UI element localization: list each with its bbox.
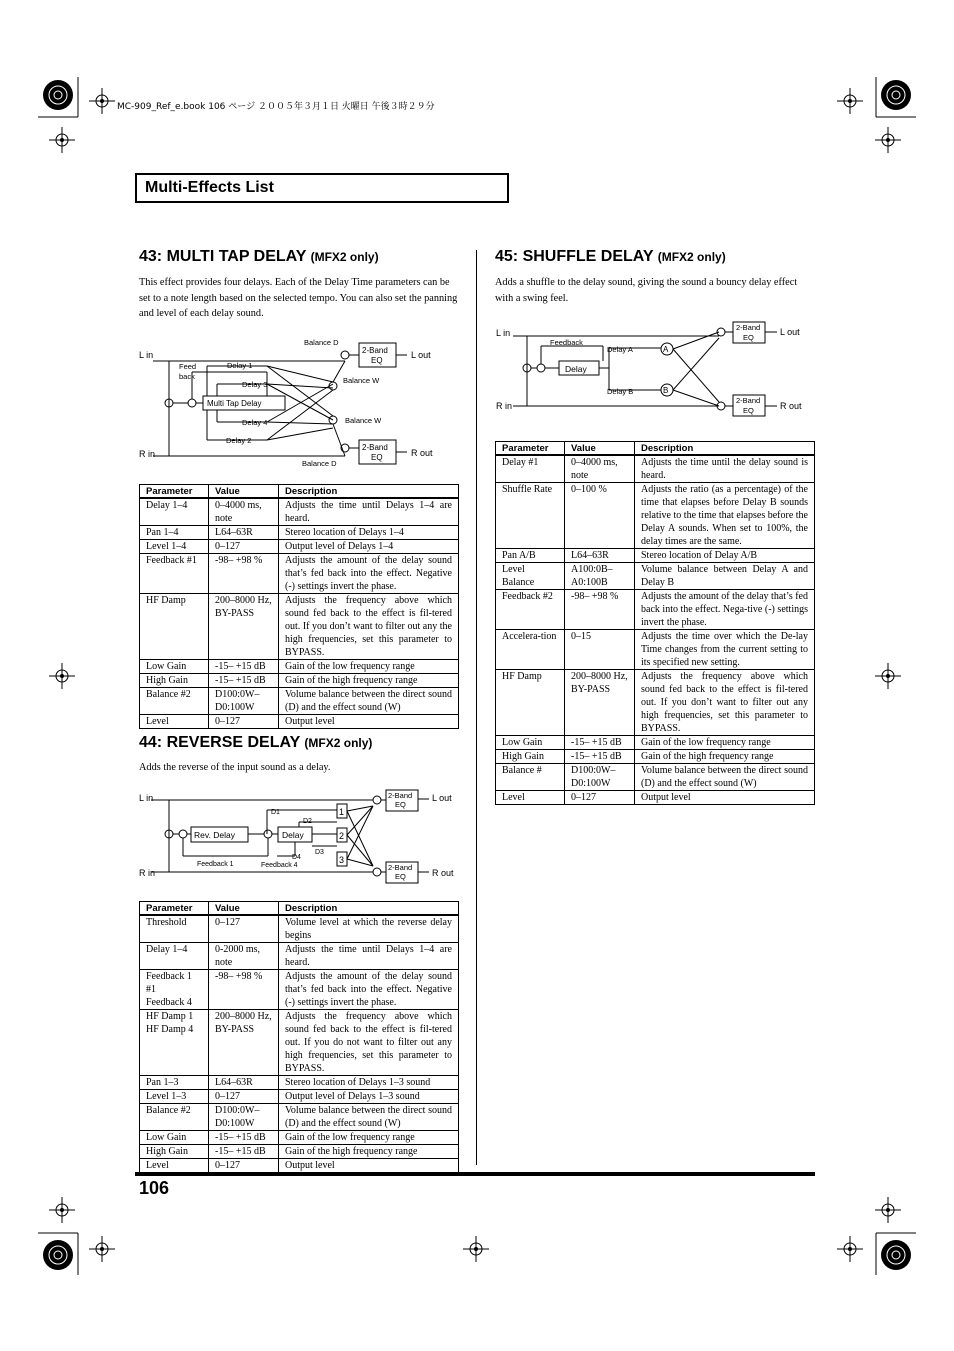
- table-row: Level 1–4 0–127 Output level of Delays 1–4: [140, 540, 459, 554]
- svg-text:D3: D3: [315, 849, 324, 856]
- svg-text:B: B: [663, 386, 669, 395]
- svg-text:EQ: EQ: [371, 453, 383, 462]
- svg-text:back: back: [179, 372, 195, 381]
- table-row: HF Damp 1 HF Damp 4 200–8000 Hz, BY-PASS Adjusts the frequency above which sound fed back to the effect is fil-tered out. If you do not want to filter out any high frequencies, set this parameter to BYPASS.: [140, 1010, 459, 1076]
- svg-text:R in: R in: [496, 401, 513, 411]
- svg-text:Delay A: Delay A: [607, 345, 633, 354]
- table-row: High Gain -15– +15 dB Gain of the high frequency range: [140, 1145, 459, 1159]
- svg-text:R in: R in: [139, 868, 156, 878]
- table-row: Delay 1–4 0–4000 ms, note Adjusts the time until Delays 1–4 are heard.: [140, 498, 459, 526]
- svg-text:Feedback: Feedback: [550, 338, 583, 347]
- table-row: Delay 1–4 0-2000 ms, note Adjusts the time until Delays 1–4 are heard.: [140, 943, 459, 970]
- svg-text:R out: R out: [780, 401, 802, 411]
- shuffle-delay-description: Adds a shuffle to the delay sound, giving the sound a bouncy delay effect with a swing feel.: [495, 277, 798, 304]
- svg-text:Multi Tap Delay: Multi Tap Delay: [207, 399, 262, 408]
- table-row: Feedback #1 -98– +98 % Adjusts the amount of the delay sound that’s fed back into the effect. Negative (-) settings invert the phase.: [140, 554, 459, 594]
- table-row: Level 0–127 Output level: [496, 791, 815, 805]
- table-row: Threshold 0–127 Volume level at which the reverse delay begins: [140, 915, 459, 943]
- table-row: High Gain -15– +15 dB Gain of the high frequency range: [496, 750, 815, 764]
- table-row: Low Gain -15– +15 dB Gain of the low frequency range: [140, 1131, 459, 1145]
- svg-text:Balance W: Balance W: [345, 416, 382, 425]
- svg-text:L in: L in: [139, 793, 154, 803]
- svg-text:Rev. Delay: Rev. Delay: [194, 830, 235, 840]
- svg-text:L out: L out: [411, 350, 431, 360]
- column-divider: [476, 250, 477, 1165]
- table-row: HF Damp 200–8000 Hz, BY-PASS Adjusts the frequency above which sound fed back to the effect is fil-tered out. If you don’t want to filter out any the high frequencies, set this parameter to BYPASS.: [140, 594, 459, 660]
- shuffle-delay-title: 45: SHUFFLE DELAY (MFX2 only): [495, 248, 726, 265]
- table-row: Feedback 1 #1 Feedback 4 -98– +98 % Adjusts the amount of the delay sound that’s fed back into the effect. Negative (-) settings invert the phase.: [140, 970, 459, 1010]
- svg-text:2-Band: 2-Band: [362, 443, 388, 452]
- svg-text:Delay 4: Delay 4: [242, 418, 268, 427]
- svg-text:L out: L out: [780, 327, 800, 337]
- registration-sun-icon: [43, 80, 73, 110]
- svg-text:2-Band: 2-Band: [736, 323, 761, 332]
- header-file-info: MC-909_Ref_e.book 106 ページ ２００５年３月１日 火曜日 午後３時２９分: [117, 102, 435, 112]
- svg-text:R out: R out: [411, 448, 433, 458]
- table-row: Level Balance A100:0B– A0:100B Volume balance between Delay A and Delay B: [496, 563, 815, 590]
- footer-rule: [135, 1172, 815, 1176]
- table-row: Pan A/B L64–63R Stereo location of Delay A/B: [496, 549, 815, 563]
- svg-text:Delay 1: Delay 1: [227, 361, 253, 370]
- multi-tap-param-table: [139, 484, 459, 729]
- table-row: High Gain -15– +15 dB Gain of the high frequency range: [140, 674, 459, 688]
- table-row: Feedback #2 -98– +98 % Adjusts the amount of the delay that’s fed back into the effect. Nega-tive (-) settings invert the phase.: [496, 590, 815, 630]
- svg-text:2-Band: 2-Band: [388, 791, 413, 800]
- svg-text:D4: D4: [292, 854, 301, 861]
- section-title: Multi-Effects List: [145, 179, 274, 196]
- table-row: HF Damp 200–8000 Hz, BY-PASS Adjusts the frequency above which sound fed back to the effect is fil-tered out. If you don’t want to filter out any high frequencies, set this parameter to BYPASS.: [496, 670, 815, 736]
- reverse-delay-diagram: [137, 786, 459, 886]
- svg-text:EQ: EQ: [395, 800, 406, 809]
- svg-text:2: 2: [339, 831, 345, 841]
- svg-text:Balance D: Balance D: [302, 459, 337, 468]
- table-row: Balance # D100:0W– D0:100W Volume balance between the direct sound (D) and the effect sound (W): [496, 764, 815, 791]
- table-header-row: Parameter Value Description: [496, 442, 815, 456]
- svg-text:D1: D1: [271, 809, 280, 816]
- svg-text:Delay: Delay: [282, 830, 304, 840]
- svg-text:L in: L in: [139, 350, 154, 360]
- table-row: Shuffle Rate 0–100 % Adjusts the ratio (as a percentage) of the time that elapses before Delay B sounds relative to the time that elapses before the Delay A sounds. When set to 100%, the delay times are the same.: [496, 483, 815, 549]
- svg-text:R out: R out: [432, 868, 454, 878]
- section-title-box: [135, 173, 509, 203]
- reverse-delay-description: Adds the reverse of the input sound as a delay.: [139, 762, 331, 773]
- svg-text:D2: D2: [303, 818, 312, 825]
- multi-tap-title: 43: MULTI TAP DELAY (MFX2 only): [139, 248, 379, 265]
- table-row: Pan 1–3 L64–63R Stereo location of Delays 1–3 sound: [140, 1076, 459, 1090]
- table-row: Accelera-tion 0–15 Adjusts the time over which the De-lay Time changes from the current setting to its specified new setting.: [496, 630, 815, 670]
- svg-text:R in: R in: [139, 449, 156, 459]
- svg-text:Delay 2: Delay 2: [226, 436, 252, 445]
- svg-text:Feedback 4: Feedback 4: [261, 862, 298, 869]
- svg-text:EQ: EQ: [371, 356, 383, 365]
- table-row: Balance #2 D100:0W– D0:100W Volume balance between the direct sound (D) and the effect sound (W): [140, 688, 459, 715]
- svg-text:Balance W: Balance W: [343, 376, 380, 385]
- shuffle-delay-param-table: [495, 441, 815, 805]
- svg-text:Feedback 1: Feedback 1: [197, 861, 234, 868]
- svg-text:3: 3: [339, 855, 345, 865]
- svg-text:A: A: [663, 345, 669, 354]
- table-row: Level 0–127 Output level: [140, 1159, 459, 1173]
- table-header-row: Parameter Value Description: [140, 485, 459, 499]
- svg-text:2-Band: 2-Band: [736, 396, 761, 405]
- svg-text:Delay B: Delay B: [607, 387, 634, 396]
- svg-text:EQ: EQ: [743, 406, 754, 415]
- shuffle-delay-diagram: [493, 318, 815, 418]
- multi-tap-description: This effect provides four delays. Each of the Delay Time parameters can be set to a note length based on the selected tempo. You can also set the panning and level of each delay sound.: [139, 277, 458, 319]
- svg-text:Balance D: Balance D: [304, 338, 339, 347]
- svg-text:L in: L in: [496, 328, 511, 338]
- svg-text:2-Band: 2-Band: [388, 863, 413, 872]
- table-row: Balance #2 D100:0W– D0:100W Volume balance between the direct sound (D) and the effect sound (W): [140, 1104, 459, 1131]
- svg-text:EQ: EQ: [395, 872, 406, 881]
- reverse-delay-param-table: [139, 901, 459, 1173]
- svg-text:L out: L out: [432, 793, 452, 803]
- svg-text:EQ: EQ: [743, 333, 754, 342]
- svg-text:Delay: Delay: [565, 364, 587, 374]
- svg-text:Feed: Feed: [179, 362, 197, 371]
- table-row: Level 1–3 0–127 Output level of Delays 1–3 sound: [140, 1090, 459, 1104]
- table-row: Low Gain -15– +15 dB Gain of the low frequency range: [496, 736, 815, 750]
- svg-text:1: 1: [339, 807, 345, 817]
- registration-sun-icon: [881, 1240, 911, 1270]
- svg-text:Delay 3: Delay 3: [242, 380, 268, 389]
- table-header-row: Parameter Value Description: [140, 902, 459, 916]
- table-row: Pan 1–4 L64–63R Stereo location of Delays 1–4: [140, 526, 459, 540]
- table-row: Level 0–127 Output level: [140, 715, 459, 729]
- reverse-delay-title: 44: REVERSE DELAY (MFX2 only): [139, 734, 373, 751]
- table-row: Low Gain -15– +15 dB Gain of the low frequency range: [140, 660, 459, 674]
- registration-sun-icon: [881, 80, 911, 110]
- page-number: 106: [139, 1178, 170, 1198]
- registration-sun-icon: [43, 1240, 73, 1270]
- multi-tap-diagram: [137, 334, 459, 474]
- svg-text:2-Band: 2-Band: [362, 346, 388, 355]
- table-row: Delay #1 0–4000 ms, note Adjusts the time until the delay sound is heard.: [496, 455, 815, 483]
